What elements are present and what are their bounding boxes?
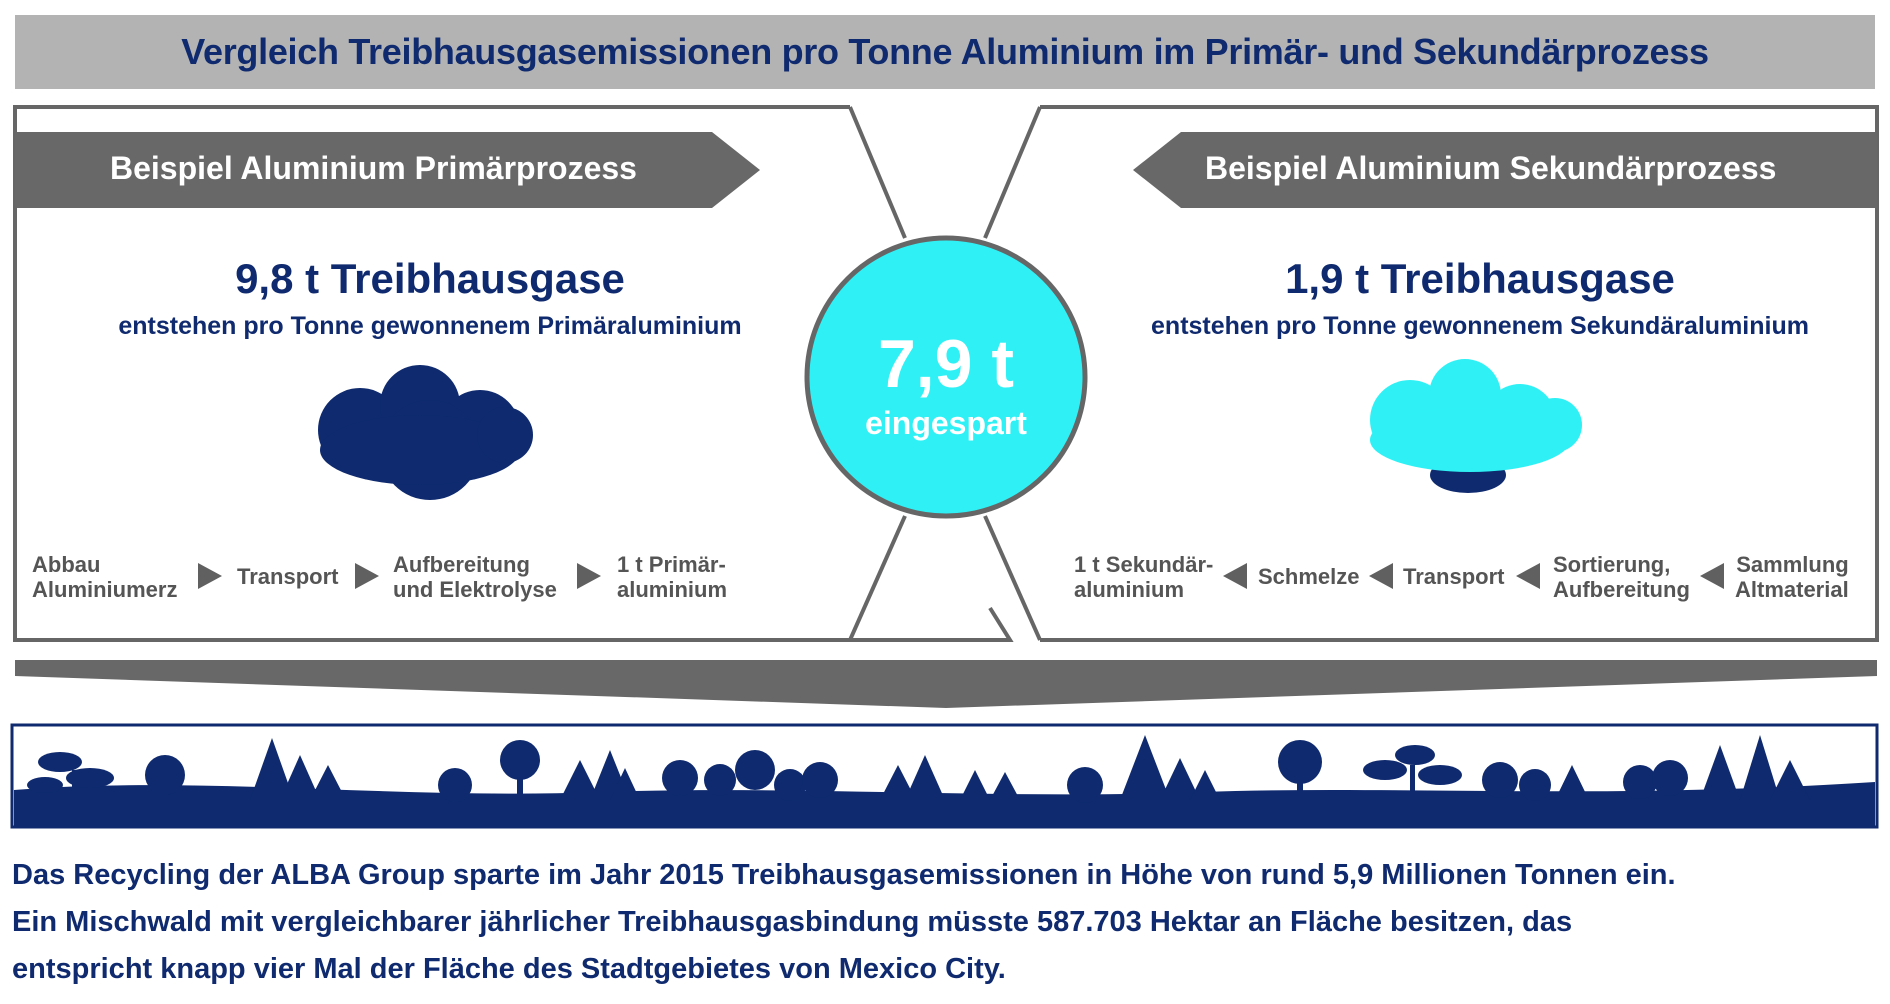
right-emission-amount: 1,9 t Treibhausgase xyxy=(1285,255,1675,302)
right-step-2 xyxy=(1258,564,1360,589)
left-emission-subtitle: entstehen pro Tonne gewonnenem Primäraluminium xyxy=(118,312,742,340)
left-step-arrow-icon xyxy=(577,563,601,589)
left-step-arrow-icon xyxy=(198,563,222,589)
left-step-2 xyxy=(237,564,338,589)
right-banner-label: Beispiel Aluminium Sekundärprozess xyxy=(1205,150,1777,186)
right-cloud-icon xyxy=(1370,359,1582,493)
right-step-4-line1: Sortierung, xyxy=(1553,552,1671,577)
left-step-1-line1: Abbau xyxy=(32,552,101,577)
right-step-5 xyxy=(1735,552,1849,602)
footer-line-1: Das Recycling der ALBA Group sparte im Jahr 2015 Treibhausgasemissionen in Höhe von rund 5,9 Millionen Tonnen ein. xyxy=(12,859,1676,891)
right-step-1-line1: 1 t Sekundär- xyxy=(1074,552,1214,577)
left-cloud-icon xyxy=(318,365,533,500)
right-step-arrow-icon xyxy=(1223,563,1247,589)
left-step-3-line1: Aufbereitung xyxy=(393,552,530,577)
forest-illustration xyxy=(12,725,1877,827)
savings-value: 7,9 t xyxy=(877,326,1015,402)
right-step-1-line2: aluminium xyxy=(1074,577,1185,602)
right-step-3 xyxy=(1403,564,1504,589)
footer-text xyxy=(12,852,1676,993)
right-panel-frame-diagonal-bottom xyxy=(985,516,1040,640)
footer-line-2: Ein Mischwald mit vergleichbarer jährlicher Treibhausgasbindung müsste 587.703 Hektar an Fläche besitzen, das xyxy=(12,906,1573,938)
left-step-3-line2: und Elektrolyse xyxy=(393,577,557,602)
right-step-arrow-icon xyxy=(1700,563,1724,589)
right-step-2-line1: Schmelze xyxy=(1258,564,1360,589)
left-banner-label: Beispiel Aluminium Primärprozess xyxy=(110,150,637,186)
right-emission-subtitle: entstehen pro Tonne gewonnenem Sekundäraluminium xyxy=(1151,312,1809,340)
left-step-1-line2: Aluminiumerz xyxy=(32,577,178,602)
right-step-4 xyxy=(1553,552,1690,602)
savings-label: eingespart xyxy=(865,405,1027,441)
left-step-1 xyxy=(32,552,177,602)
left-emission-amount: 9,8 t Treibhausgase xyxy=(235,255,625,302)
right-panel-frame-diagonal xyxy=(985,107,1040,238)
left-step-3 xyxy=(393,552,557,602)
right-step-5-line2: Altmaterial xyxy=(1735,577,1849,602)
left-panel-frame-diagonal xyxy=(850,107,905,238)
right-step-4-line2: Aufbereitung xyxy=(1553,577,1690,602)
right-step-arrow-icon xyxy=(1369,563,1393,589)
page-title: Vergleich Treibhausgasemissionen pro Tonne Aluminium im Primär- und Sekundärprozess xyxy=(181,31,1709,72)
right-step-5-line1: Sammlung xyxy=(1736,552,1849,577)
left-step-4 xyxy=(617,552,727,602)
left-step-arrow-icon xyxy=(355,563,379,589)
left-step-4-line2: aluminium xyxy=(617,577,728,602)
left-step-2-line1: Transport xyxy=(237,564,339,589)
funnel-arrow xyxy=(15,660,1877,708)
left-step-4-line1: 1 t Primär- xyxy=(617,552,726,577)
right-step-1 xyxy=(1074,552,1213,602)
right-step-arrow-icon xyxy=(1516,563,1540,589)
left-panel-frame-diagonal-bottom xyxy=(850,516,905,640)
footer-line-3: entspricht knapp vier Mal der Fläche des Stadtgebietes von Mexico City. xyxy=(12,953,1006,985)
right-step-3-line1: Transport xyxy=(1403,564,1505,589)
